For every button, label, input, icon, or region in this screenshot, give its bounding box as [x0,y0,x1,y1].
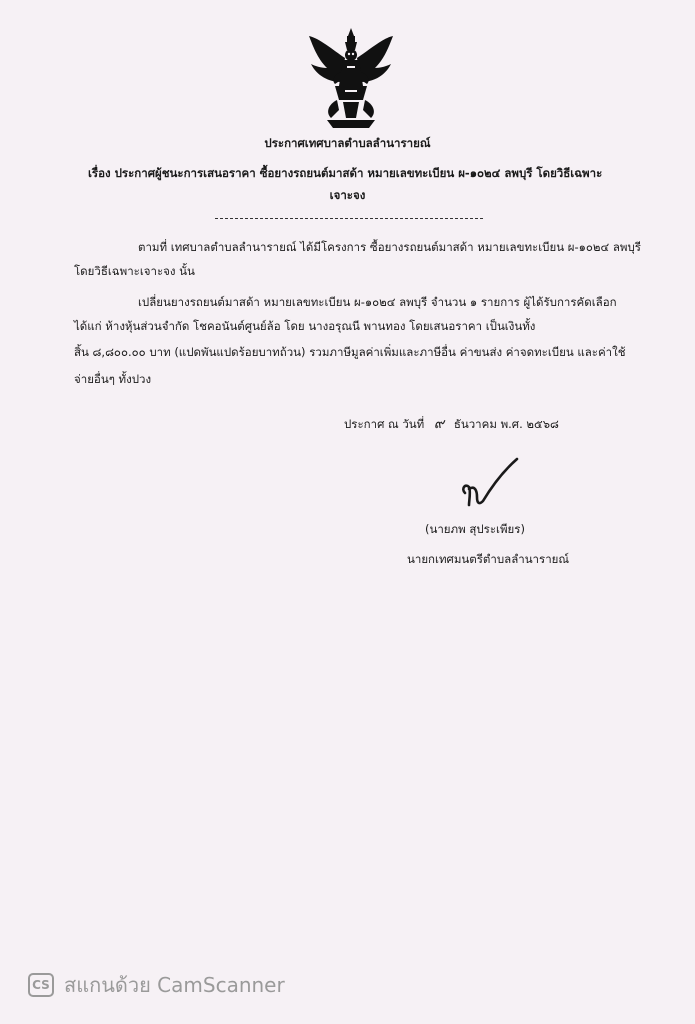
garuda-emblem-icon [305,28,397,130]
document-title: ประกาศเทศบาลตำบลลำนารายณ์ [264,136,431,150]
paragraph-2-line-1: เปลี่ยนยางรถยนต์มาสด้า หมายเลขทะเบียน ผ-๑๐๒๔ ลพบุรี จำนวน ๑ รายการ ผู้ได้รับการคัดเลือก [138,295,617,309]
paragraph-2-line-2: ได้แก่ ห้างหุ้นส่วนจำกัด โชคอนันต์ศูนย์ล้อ โดย นางอรุณนี พานทอง โดยเสนอราคา เป็นเงินทั้ง [74,319,536,333]
paragraph-2-line-3: สิ้น ๘,๘๐๐.๐๐ บาท (แปดพันแปดร้อยบาทถ้วน) รวมภาษีมูลค่าเพิ่มและภาษีอื่น ค่าขนส่ง ค่าจดทะเบียน และค่าใช้ [74,345,626,359]
subject-line: เรื่อง ประกาศผู้ชนะการเสนอราคา ซื้อยางรถยนต์มาสด้า หมายเลขทะเบียน ผ-๑๐๒๔ ลพบุรี โดยวิธีเฉพาะ [88,166,603,180]
camscanner-watermark [28,970,285,1000]
camscanner-logo-icon: CS [28,973,54,997]
date-day: ๙ [433,416,445,432]
handwritten-signature [455,455,525,520]
divider [215,218,483,219]
camscanner-text: สแกนด้วย CamScanner [64,973,285,997]
date-prefix: ประกาศ ณ วันที่ [344,417,425,431]
date-month-year: ธันวาคม พ.ศ. ๒๕๖๘ [453,417,559,431]
paragraph-1-line-1: ตามที่ เทศบาลตำบลลำนารายณ์ ได้มีโครงการ ซื้อยางรถยนต์มาสด้า หมายเลขทะเบียน ผ-๑๐๒๔ ลพบุรี [138,240,641,254]
signer-name: (นายภพ สุประเพียร) [425,522,525,536]
paragraph-1-line-2: โดยวิธีเฉพาะเจาะจง นั้น [74,264,195,278]
paragraph-2-line-4: จ่ายอื่นๆ ทั้งปวง [74,372,152,386]
announcement-date [344,417,559,431]
signer-title: นายกเทศมนตรีตำบลลำนารายณ์ [407,552,570,566]
subject-line-continued: เจาะจง [329,188,366,202]
